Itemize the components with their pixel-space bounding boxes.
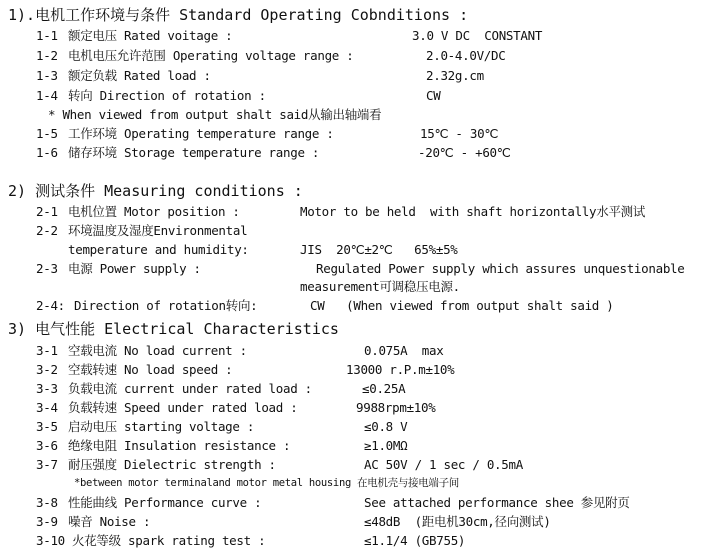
spec-1-6-value: -20℃ - +60℃ (418, 145, 511, 160)
spec-1-2-num: 1-2 (36, 48, 58, 63)
spec-3-3-value: ≤0.25A (362, 381, 406, 396)
spec-3-4-value: 9988rpm±10% (356, 400, 436, 415)
spec-3-9-value: ≤48dB (距电机30cm,径向测试) (364, 514, 551, 529)
spec-1-6-num: 1-6 (36, 145, 58, 160)
spec-3-10-label: 火花等级 spark rating test : (72, 533, 266, 548)
section-1-title: 1).电机工作环境与条件 Standard Operating Cobnditions : (8, 6, 469, 24)
spec-2-3-label: 电源 Power supply : (68, 261, 201, 276)
spec-2-1-label: 电机位置 Motor position : (68, 204, 240, 219)
spec-3-7-label: 耐压强度 Dielectric strength : (68, 457, 276, 472)
spec-2-4-num: 2-4: (36, 298, 65, 313)
section-2-title: 2) 测试条件 Measuring conditions : (8, 182, 303, 200)
spec-1-2-label: 电机电压允许范围 Operating voltage range : (68, 48, 354, 63)
spec-2-3-num: 2-3 (36, 261, 58, 276)
spec-2-2-value: JIS 20℃±2℃ 65%±5% (300, 242, 458, 257)
spec-3-9-label: 噪音 Noise : (68, 514, 151, 529)
section-3-title: 3) 电气性能 Electrical Characteristics (8, 320, 339, 338)
spec-1-4-value: CW (426, 88, 441, 103)
spec-3-5-value: ≤0.8 V (364, 419, 408, 434)
spec-3-8-num: 3-8 (36, 495, 58, 510)
spec-1-6-label: 储存环境 Storage temperature range : (68, 145, 320, 160)
spec-3-7-num: 3-7 (36, 457, 58, 472)
spec-3-5-label: 启动电压 starting voltage : (68, 419, 255, 434)
spec-3-4-num: 3-4 (36, 400, 58, 415)
spec-2-4-value: CW (When viewed from output shalt said ) (310, 298, 614, 313)
spec-3-2-label: 空载转速 No load speed : (68, 362, 233, 377)
spec-3-7-value: AC 50V / 1 sec / 0.5mA (364, 457, 523, 472)
spec-3-3-label: 负载电流 current under rated load : (68, 381, 312, 396)
spec-3-8-label: 性能曲线 Performance curve : (68, 495, 262, 510)
spec-3-10-value: ≤1.1/4 (GB755) (364, 533, 466, 548)
spec-3-4-label: 负载转速 Speed under rated load : (68, 400, 298, 415)
spec-3-9-num: 3-9 (36, 514, 58, 529)
spec-1-5-label: 工作环境 Operating temperature range : (68, 126, 334, 141)
spec-1-1-value: 3.0 V DC CONSTANT (412, 28, 543, 43)
spec-1-4-label: 转向 Direction of rotation : (68, 88, 266, 103)
spec-3-5-num: 3-5 (36, 419, 58, 434)
spec-3-1-label: 空载电流 No load current : (68, 343, 247, 358)
spec-1-3-value: 2.32g.cm (426, 68, 484, 83)
spec-3-6-label: 绝缘电阻 Insulation resistance : (68, 438, 291, 453)
spec-3-2-num: 3-2 (36, 362, 58, 377)
spec-1-5-num: 1-5 (36, 126, 58, 141)
spec-3-10-num: 3-10 (36, 533, 65, 548)
spec-2-3-value: Regulated Power supply which assures unquestionable (316, 261, 685, 276)
spec-2-2-num: 2-2 (36, 223, 58, 238)
spec-1-3-label: 额定负载 Rated load : (68, 68, 211, 83)
spec-3-8-value: See attached performance shee 参见附页 (364, 495, 630, 510)
spec-3-1-value: 0.075A max (364, 343, 444, 358)
spec-1-3-num: 1-3 (36, 68, 58, 83)
spec-1-1-label: 额定电压 Rated voitage : (68, 28, 233, 43)
spec-3-7-note: *between motor terminaland motor metal housing 在电机壳与接电端子间 (74, 477, 460, 489)
spec-3-2-value: 13000 r.P.m±10% (346, 362, 455, 377)
spec-2-3-value-line2: measurement可调稳压电源. (300, 279, 460, 294)
spec-2-1-value: Motor to be held with shaft horizontally水平测试 (300, 204, 646, 219)
spec-1-4-num: 1-4 (36, 88, 58, 103)
spec-1-4-note: * When viewed from output shalt said从输出轴端看 (48, 107, 382, 122)
spec-2-2-label-line2: temperature and humidity: (68, 242, 249, 257)
spec-1-1-num: 1-1 (36, 28, 58, 43)
spec-1-5-value: 15℃ - 30℃ (420, 126, 499, 141)
spec-2-1-num: 2-1 (36, 204, 58, 219)
spec-3-6-num: 3-6 (36, 438, 58, 453)
spec-3-3-num: 3-3 (36, 381, 58, 396)
spec-3-6-value: ≥1.0MΩ (364, 438, 408, 453)
spec-1-2-value: 2.0-4.0V/DC (426, 48, 506, 63)
spec-3-1-num: 3-1 (36, 343, 58, 358)
spec-2-4-label: Direction of rotation转向: (74, 298, 258, 313)
spec-2-2-label: 环境温度及湿度Environmental (68, 223, 248, 238)
